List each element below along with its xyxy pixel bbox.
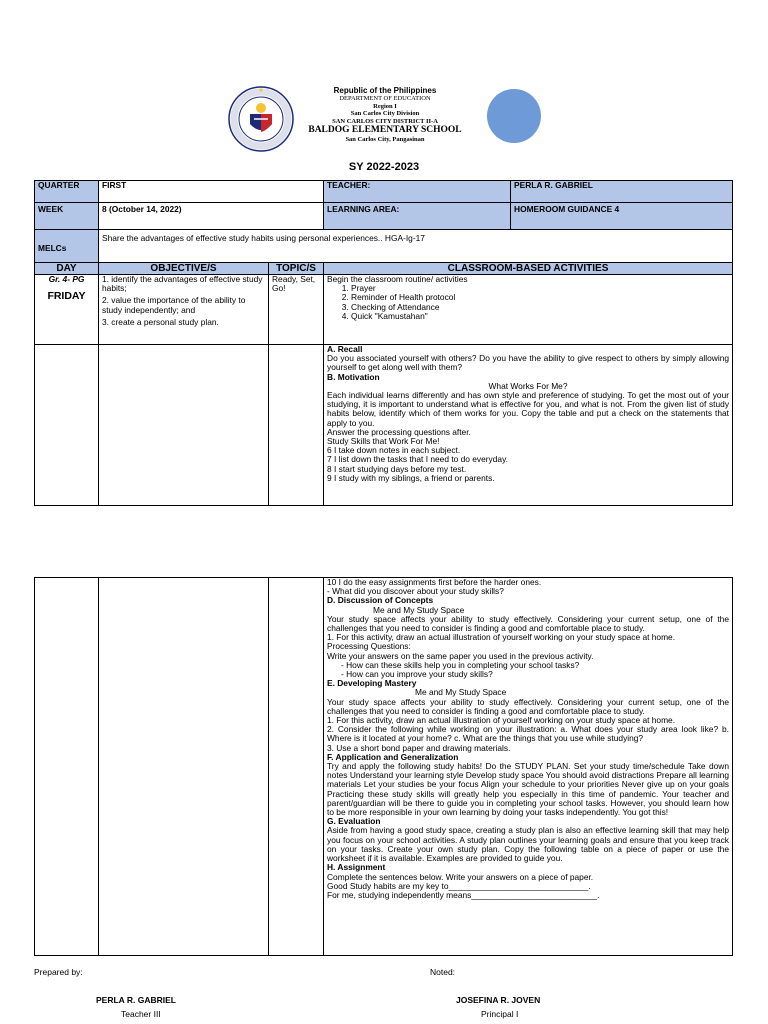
empty-topic-cell bbox=[269, 578, 324, 956]
empty-objective-cell bbox=[99, 345, 269, 506]
empty-objective-cell bbox=[99, 578, 269, 956]
activity-line: Me and My Study Space bbox=[373, 604, 465, 615]
activity-line: 2. Consider the following while working on your illustration: a. What does your study area look like? b. Where is it located at your home? c. What are the things that you use while studying? bbox=[327, 724, 729, 744]
routine-cell bbox=[324, 275, 733, 345]
school-name: BALDOG ELEMENTARY SCHOOL bbox=[308, 125, 462, 135]
noter-name: JOSEFINA R. JOVEN bbox=[456, 995, 541, 1005]
col-topics: TOPIC/S bbox=[269, 263, 324, 275]
routine-item: 1. Prayer bbox=[351, 284, 729, 293]
activity-line: 10 I do the easy assignments first before the harder ones. bbox=[327, 577, 542, 587]
teacher-value: PERLA R. GABRIEL bbox=[511, 181, 733, 203]
noted-label: Noted: bbox=[430, 967, 456, 977]
activity-line: - What did you discover about your study skills? bbox=[327, 586, 504, 597]
skill-item: 7 I list down the tasks that I need to do everyday. bbox=[327, 454, 508, 465]
school-address: San Carlos City, Pangasinan bbox=[345, 136, 425, 143]
activities-cell bbox=[324, 345, 733, 506]
melcs-label: MELCs bbox=[35, 230, 99, 263]
melcs-value: Share the advantages of effective study habits using personal experiences.. HGA-Ig-17 bbox=[99, 230, 733, 263]
skill-item: 6 I take down notes in each subject. bbox=[327, 445, 461, 456]
activity-line: Aside from having a good study space, creating a study plan is also an effective learning skill that may help you focus on your school activities. A study plan outlines your learning goals and ensure that you keep track on your tasks. Create your own study plan. Copy the following table on a piece of paper or use the worksheet if it is available. Examples are provided to guide you. bbox=[327, 825, 729, 864]
activity-line: 3. Use a short bond paper and drawing materials. bbox=[327, 742, 511, 753]
empty-day-cell bbox=[35, 345, 99, 506]
prepared-by-label: Prepared by: bbox=[34, 967, 83, 977]
area-value: HOMEROOM GUIDANCE 4 bbox=[511, 203, 733, 230]
activity-line: Your study space affects your ability to study effectively. Considering your current setup, one of the challenges that you need to consider is finding a good and comfortable place to study. bbox=[327, 696, 729, 716]
section-heading: H. Assignment bbox=[327, 862, 386, 873]
noter-title: Principal I bbox=[481, 1009, 519, 1019]
motivation-heading: B. Motivation bbox=[327, 371, 380, 382]
area-label: LEARNING AREA: bbox=[324, 203, 511, 230]
empty-topic-cell bbox=[269, 345, 324, 506]
activity-line: Write your answers on the same paper you used in the previous activity. bbox=[327, 650, 594, 661]
empty-day-cell bbox=[35, 578, 99, 956]
department-line: DEPARTMENT OF EDUCATION bbox=[339, 95, 431, 102]
motivation-title: What Works For Me? bbox=[488, 380, 568, 391]
routine-intro: Begin the classroom routine/ activities bbox=[327, 274, 468, 284]
activity-line: Good Study habits are my key to______________________________. bbox=[327, 880, 591, 891]
republic-line: Republic of the Philippines bbox=[333, 86, 437, 95]
recall-text: Do you associated yourself with others? Do you have the ability to give respect to others by simply allowing yourself to get along well with them? bbox=[327, 353, 730, 373]
day-name: FRIDAY bbox=[47, 290, 86, 303]
week-value: 8 (October 14, 2022) bbox=[99, 203, 324, 230]
activity-line: 1. For this activity, draw an actual illustration of yourself working on your study space at home. bbox=[327, 715, 676, 726]
col-objectives: OBJECTIVE/S bbox=[99, 263, 269, 275]
objective-1: 1. identify the advantages of effective study habits; bbox=[102, 274, 263, 294]
topic-cell: Ready, Set, Go! bbox=[269, 275, 324, 345]
routine-item: 3. Checking of Attendance bbox=[351, 303, 729, 312]
routine-item: 2. Reminder of Health protocol bbox=[351, 293, 729, 302]
activities-continued-cell bbox=[324, 578, 733, 956]
district-line: SAN CARLOS CITY DISTRICT II-A bbox=[332, 117, 438, 125]
activity-line: - How can you improve your study skills? bbox=[341, 669, 493, 680]
objective-3: 3. create a personal study plan. bbox=[102, 316, 219, 327]
lesson-plan-table bbox=[34, 180, 733, 506]
processing-note: Answer the processing questions after. bbox=[327, 426, 471, 437]
day-cell bbox=[35, 275, 99, 345]
school-year: SY 2022-2023 bbox=[348, 161, 420, 173]
motivation-text: Each individual learns differently and has own style and preference of studying. To get the most out of your studying, it is important to understand what is effective for you, and what is not. From the given list of study habits below, identify which of them works for you. Copy the table and put a check on the statements that apply to you. bbox=[327, 390, 730, 428]
col-activities: CLASSROOM-BASED ACTIVITIES bbox=[324, 263, 733, 275]
preparer-name: PERLA R. GABRIEL bbox=[96, 995, 176, 1005]
region-line: Region I bbox=[373, 102, 397, 110]
deped-seal bbox=[228, 86, 294, 152]
col-day: DAY bbox=[35, 263, 99, 275]
section-heading: G. Evaluation bbox=[327, 816, 381, 827]
quarter-label: QUARTER bbox=[35, 181, 99, 203]
activity-line: - How can these skills help you in completing your school tasks? bbox=[341, 659, 580, 670]
activity-line: For me, studying independently means___________________________. bbox=[327, 889, 600, 900]
activity-line: Me and My Study Space bbox=[415, 687, 507, 698]
section-heading: D. Discussion of Concepts bbox=[327, 595, 434, 606]
activity-line: Complete the sentences below. Write your answers on a piece of paper. bbox=[327, 871, 594, 882]
activity-line: Your study space affects your ability to study effectively. Considering your current setup, one of the challenges that you need to consider is finding a good and comfortable place to study. bbox=[327, 613, 729, 634]
week-label: WEEK bbox=[35, 203, 99, 230]
skills-title: Study Skills that Work For Me! bbox=[327, 436, 440, 447]
school-header bbox=[290, 86, 480, 144]
lesson-plan-table-continued bbox=[34, 577, 733, 956]
routine-item: 4. Quick "Kamustahan" bbox=[351, 312, 729, 321]
teacher-label: TEACHER: bbox=[324, 181, 511, 203]
section-heading: E. Developing Mastery bbox=[327, 678, 417, 689]
skill-item: 9 I study with my siblings, a friend or parents. bbox=[327, 472, 495, 483]
activity-line: Processing Questions: bbox=[327, 641, 411, 652]
objectives-cell bbox=[99, 275, 269, 345]
activity-line: 1. For this activity, draw an actual illustration of yourself working on your study space at home. bbox=[327, 632, 676, 643]
grade-level: Gr. 4- PG bbox=[48, 274, 85, 284]
recall-heading: A. Recall bbox=[327, 344, 363, 354]
preparer-title: Teacher III bbox=[121, 1009, 161, 1019]
division-line: San Carlos City Division bbox=[350, 110, 420, 117]
activity-line: Try and apply the following study habits! Do the STUDY PLAN. Set your study time/schedule Take down notes Understand your learning style Develop study space You should avoid distractions Prepare all learning materials Let your studies be your focus Align your schedule to your priorities Never give up on your goals Practicing these study skills will greatly help you especially in this time of pandemic. Your teacher and parent/guardian will be there to guide you in completing your school tasks. However, you should learn how to be more responsible in your own learning by doing your tasks independently. You got this! bbox=[327, 761, 729, 818]
objective-2: 2. value the importance of the ability to study independently; and bbox=[102, 295, 246, 315]
quarter-value: FIRST bbox=[99, 181, 324, 203]
section-heading: F. Application and Generalization bbox=[327, 751, 459, 762]
skill-item: 8 I start studying days before my test. bbox=[327, 463, 467, 474]
school-logo-placeholder bbox=[487, 89, 541, 143]
